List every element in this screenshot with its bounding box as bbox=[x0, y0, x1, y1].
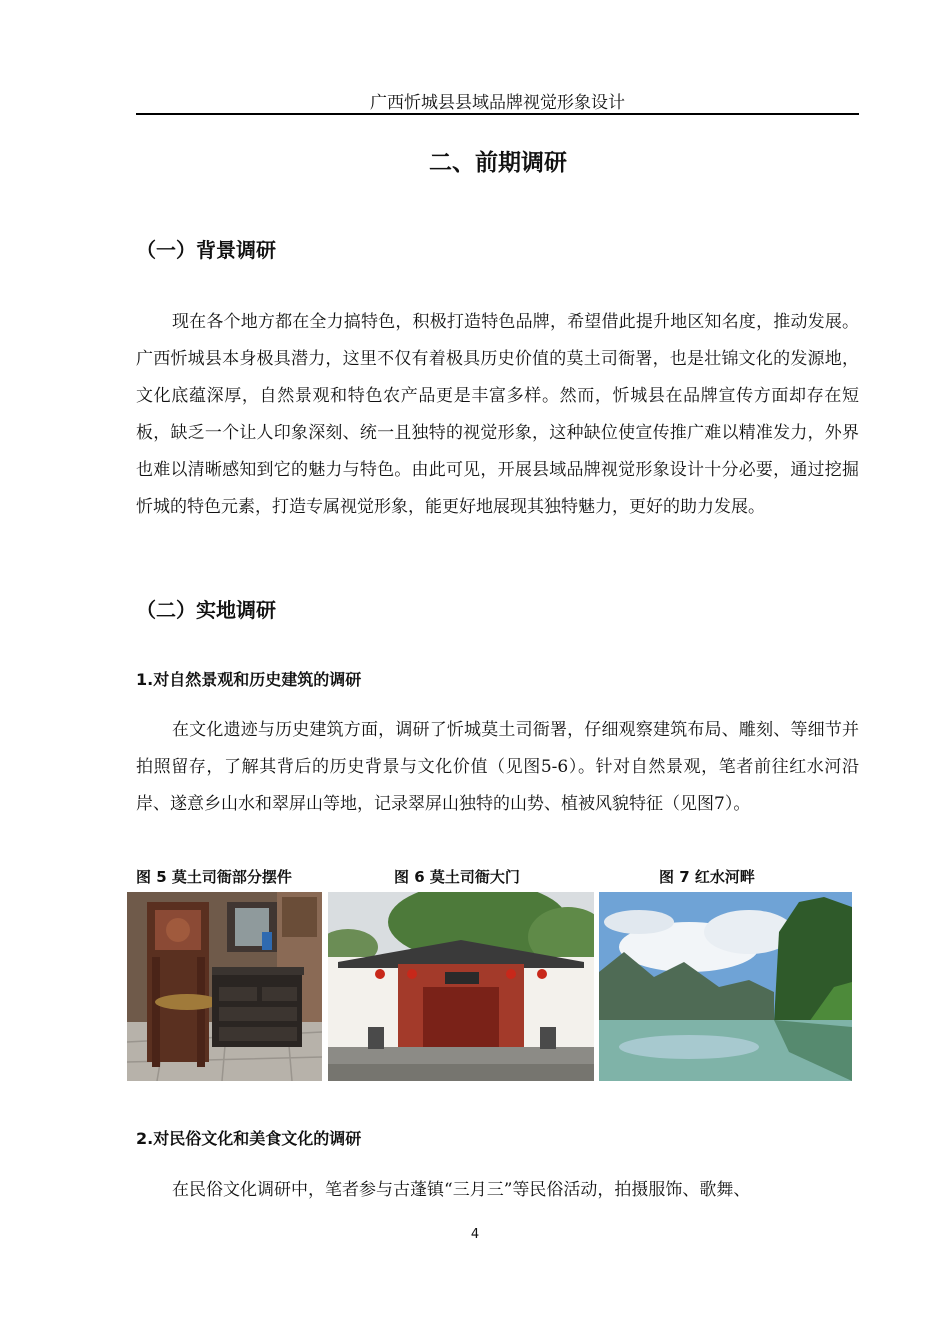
background-paragraph: 现在各个地方都在全力搞特色，积极打造特色品牌，希望借此提升地区知名度，推动发展。广西忻城县本身极具潜力，这里不仅有着极具历史价值的莫土司衙署，也是壮锦文化的发源地，文化底蕴深厚，自然景观和特色农产品更是丰富多样。然而，忻城县在品牌宣传方面却存在短板，缺乏一个让人印象深刻、统一且独特的视觉形象，这种缺位使宣传推广难以精准发力，外界也难以清晰感知到它的魅力与特色。由此可见，开展县域品牌视觉形象设计十分必要，通过挖掘忻城的特色元素，打造专属视觉形象，能更好地展现其独特魅力，更好的助力发展。 bbox=[136, 312, 859, 517]
chapter-title: 二、前期调研 bbox=[429, 150, 567, 176]
folk-paragraph: 在民俗文化调研中，笔者参与古蓬镇“三月三”等民俗活动，拍摄服饰、歌舞、 bbox=[172, 1180, 751, 1200]
figure-7-river-photo bbox=[599, 892, 852, 1081]
page-number: 4 bbox=[470, 1227, 480, 1242]
header-title: 广西忻城县县域品牌视觉形象设计 bbox=[370, 93, 625, 113]
header-rule bbox=[136, 113, 859, 115]
section-title-fieldwork: （二）实地调研 bbox=[136, 598, 276, 622]
figure-5-furniture-photo bbox=[127, 892, 322, 1081]
figure-6-gate-photo bbox=[328, 892, 594, 1081]
figure-6-caption: 图 6 莫土司衙大门 bbox=[394, 868, 520, 886]
subsection-title-landscape: 1.对自然景观和历史建筑的调研 bbox=[136, 670, 362, 689]
figure-7-caption: 图 7 红水河畔 bbox=[659, 868, 755, 886]
subsection-title-folk-food: 2.对民俗文化和美食文化的调研 bbox=[136, 1129, 362, 1148]
section-title-background: （一）背景调研 bbox=[136, 238, 276, 262]
figure-5-caption: 图 5 莫土司衙部分摆件 bbox=[136, 868, 292, 886]
landscape-paragraph: 在文化遗迹与历史建筑方面，调研了忻城莫土司衙署，仔细观察建筑布局、雕刻、等细节并拍照留存，了解其背后的历史背景与文化价值（见图5-6）。针对自然景观，笔者前往红水河沿岸、遂意乡山水和翠屏山等地，记录翠屏山独特的山势、植被风貌特征（见图7）。 bbox=[136, 720, 859, 814]
